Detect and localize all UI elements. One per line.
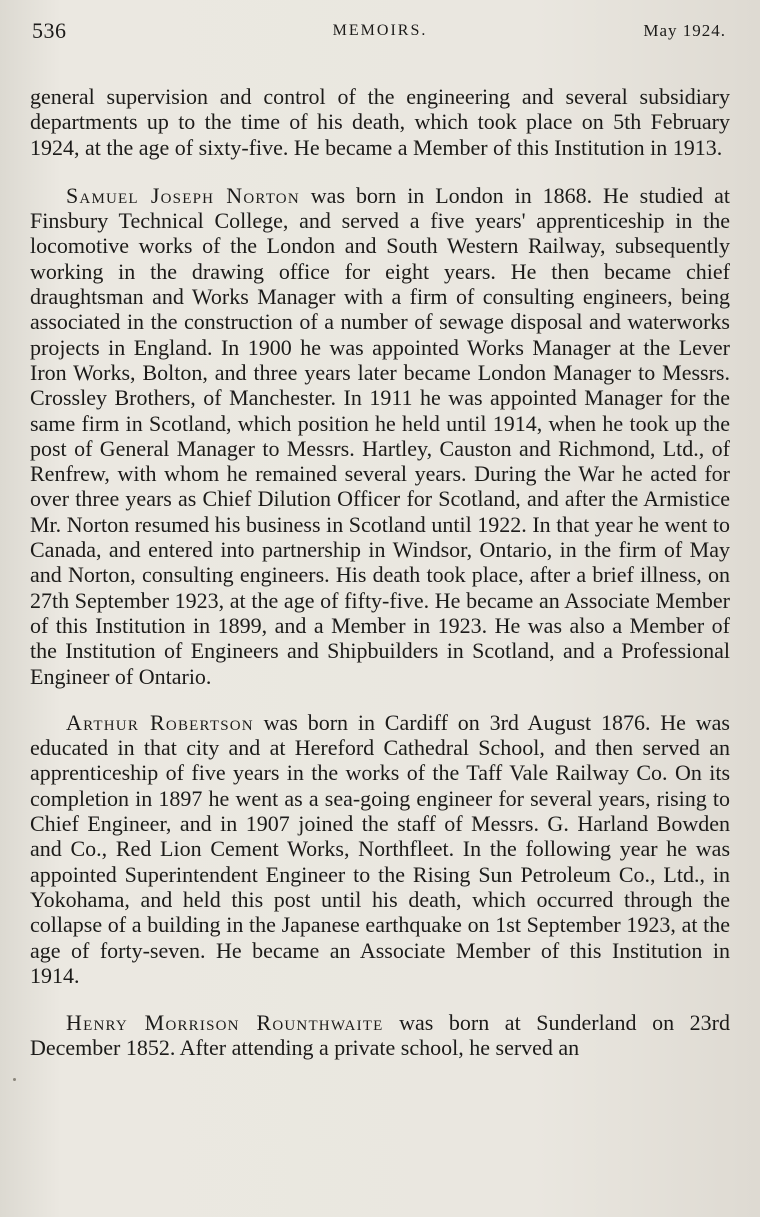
memoir-text: was born in Cardiff on 3rd August 1876. He was educated in that city and at Hereford Cathedral School, and then served an apprenticeship of five years in the works of the Taff Vale Railway Co. On its completion in 1897 he went as a sea-going engineer for several years, rising to Chief Engineer, and in 1907 joined the staff of Messrs. G. Harland Bowden and Co., Red Lion Cement Works, Northfleet. In the following year he was appointed Superintendent Engineer to the Rising Sun Petroleum Co., Ltd., in Yokohama, and held this post until his death, which occurred through the collapse of a building in the Japanese earthquake on 1st September 1923, at the age of forty-seven. He became an Associate Member of this Institution in 1914. xyxy=(30,709,730,988)
memoir-name: Samuel Joseph Norton xyxy=(66,182,300,208)
memoir-name: Henry Morrison Rounthwaite xyxy=(66,1010,384,1036)
memoir-rounthwaite xyxy=(30,1010,730,1061)
memoir-text: was born at Sunderland on 23rd December 1852. After attending a private school, he served an xyxy=(30,1010,730,1061)
paragraph-text: general supervision and control of the engineering and several subsidiary departments up to the time of his death, which took place on 5th February 1924, at the age of sixty-five. He became a Member of this Institution in 1913. xyxy=(30,84,730,160)
issue-date: May 1924. xyxy=(643,21,726,40)
page-number: 536 xyxy=(32,18,67,43)
running-head xyxy=(30,14,730,48)
memoir-robertson xyxy=(30,710,730,988)
memoir-norton xyxy=(30,183,730,689)
running-title: MEMOIRS. xyxy=(332,22,428,39)
paper-speck xyxy=(13,1078,16,1081)
memoir-text: was born in London in 1868. He studied at Finsbury Technical College, and served a five years' apprenticeship in the locomotive works of the London and South Western Railway, subsequently working in the drawing office for eight years. He then became chief draughtsman and Works Manager with a firm of consulting engineers, being associated in the construction of a number of sewage disposal and waterworks projects in England. In 1900 he was appointed Works Manager at the Lever Iron Works, Bolton, and three years later became London Manager to Messrs. Crossley Brothers, of Manchester. In 1911 he was appointed Manager for the same firm in Scotland, which position he held until 1914, when he took up the post of General Manager to Messrs. Hartley, Causton and Richmond, Ltd., of Renfrew, with whom he remained several years. During the War he acted for over three years as Chief Dilution Officer for Scotland, and after the Armistice Mr. Norton resumed his business in Scotland until 1922. In that year he went to Canada, and entered into partnership in Windsor, Ontario, in the firm of May and Norton, consulting engineers. His death took place, after a brief illness, on 27th September 1923, at the age of fifty-five. He became an Associate Member of this Institution in 1899, and a Member in 1923. He was also a Member of the Institution of Engineers and Shipbuilders in Scotland, and a Professional Engineer of Ontario. xyxy=(30,182,730,689)
paragraph-continuation xyxy=(30,84,730,160)
memoir-name: Arthur Robertson xyxy=(66,709,254,735)
